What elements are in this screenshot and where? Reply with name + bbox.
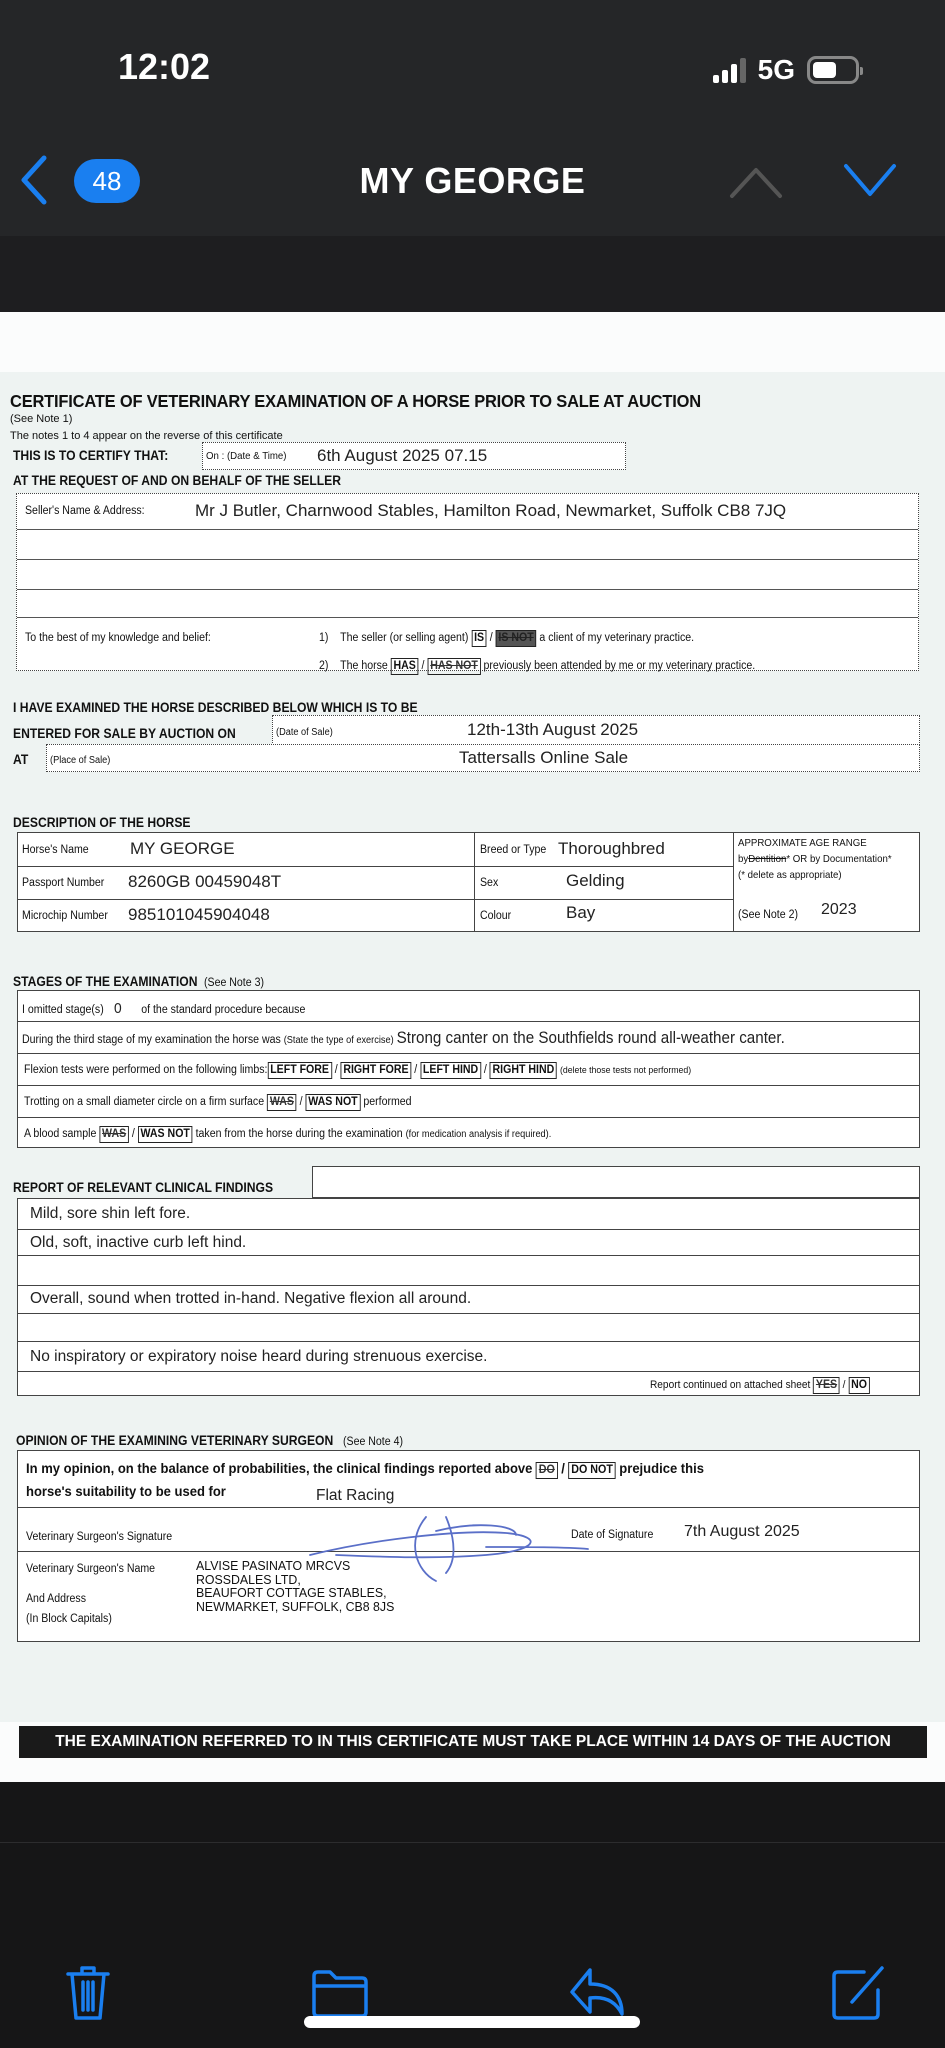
request-heading: AT THE REQUEST OF AND ON BEHALF OF THE SELLER: [13, 473, 342, 488]
option-has: HAS: [391, 658, 419, 675]
opinion-text: In my opinion, on the balance of probabilities, the clinical findings reported above DO / DO NOT prejudice this: [26, 1460, 704, 1479]
seller-box: Seller's Name & Address: Mr J Butler, Charnwood Stables, Hamilton Road, Newmarket, Suffolk CB8 7JQ To the best of my knowledge and belief: 1) The seller (or selling agent) IS / IS NOT a client of my veterinary practice. 2) The horse HAS / HAS NOT previously been attended by me or my veterinary practice.: [16, 493, 919, 671]
bottom-toolbar: [0, 1782, 945, 2048]
next-message-icon[interactable]: [842, 162, 898, 200]
sex-value: Gelding: [566, 871, 625, 890]
compose-icon[interactable]: [830, 1962, 890, 2022]
findings-heading: REPORT OF RELEVANT CLINICAL FINDINGS: [13, 1180, 274, 1195]
battery-icon: [807, 56, 859, 84]
findings-table: [17, 1198, 920, 1396]
opinion-use-value: Flat Racing: [316, 1487, 395, 1504]
option-has-not-deleted: HAS NOT: [427, 658, 480, 675]
home-indicator[interactable]: [304, 2016, 640, 2028]
place-of-sale-value: Tattersalls Online Sale: [459, 748, 629, 767]
trotting-row: Trotting on a small diameter circle on a firm surface WAS / WAS NOT performed: [24, 1094, 412, 1111]
status-indicators: [713, 54, 859, 86]
examined-heading: I HAVE EXAMINED THE HORSE DESCRIBED BELOW WHICH IS TO BE: [13, 700, 418, 715]
knowledge-item-2: 2) The horse HAS / HAS NOT previously been attended by me or my veterinary practice.: [319, 658, 755, 675]
certify-label: THIS IS TO CERTIFY THAT:: [13, 448, 169, 463]
entered-label: ENTERED FOR SALE BY AUCTION ON: [13, 726, 236, 741]
option-is: IS: [471, 630, 487, 647]
colour-value: Bay: [566, 903, 596, 922]
status-time: 12:02: [118, 46, 211, 87]
warning-banner: THE EXAMINATION REFERRED TO IN THIS CERTIFICATE MUST TAKE PLACE WITHIN 14 DAYS OF THE AUCTION: [19, 1726, 927, 1758]
date-of-signature-value: 7th August 2025: [684, 1523, 800, 1540]
passport-value: 8260GB 00459048T: [128, 872, 282, 891]
previous-message-icon[interactable]: [728, 162, 784, 200]
opinion-heading: OPINION OF THE EXAMINING VETERINARY SURGEON (See Note 4): [16, 1433, 403, 1448]
place-of-sale-field: (Place of Sale) Tattersalls Online Sale: [46, 744, 920, 772]
stages-heading: STAGES OF THE EXAMINATION (See Note 3): [13, 974, 265, 989]
third-stage-value: Strong canter on the Southfields round all-weather canter.: [396, 1029, 785, 1047]
seller-value: Mr J Butler, Charnwood Stables, Hamilton Road, Newmarket, Suffolk CB8 7JQ: [195, 501, 787, 520]
horse-name-value: MY GEORGE: [130, 839, 235, 858]
continued-row: Report continued on attached sheet YES / NO: [650, 1377, 870, 1394]
see-note-1: (See Note 1): [10, 413, 73, 425]
finding-6: No inspiratory or expiratory noise heard during strenuous exercise.: [30, 1348, 488, 1365]
finding-4: Overall, sound when trotted in-hand. Negative flexion all around.: [30, 1290, 472, 1307]
omitted-stages-row: I omitted stage(s) 0 of the standard procedure because: [22, 1000, 306, 1017]
signature-mark: [306, 1511, 596, 1591]
notes-line: The notes 1 to 4 appear on the reverse of this certificate: [10, 430, 283, 442]
third-stage-row: During the third stage of my examination the horse was (State the type of exercise) Strong canter on the Southfields round all-weather canter.: [22, 1029, 785, 1047]
nav-title: MY GEORGE: [359, 160, 586, 201]
certificate-title: CERTIFICATE OF VETERINARY EXAMINATION OF A HORSE PRIOR TO SALE AT AUCTION: [10, 391, 701, 411]
description-heading: DESCRIPTION OF THE HORSE: [13, 815, 191, 830]
breed-value: Thoroughbred: [558, 839, 665, 858]
at-label: AT: [13, 752, 29, 767]
knowledge-item-1: 1) The seller (or selling agent) IS / IS NOT a client of my veterinary practice.: [319, 630, 694, 647]
opinion-table: In my opinion, on the balance of probabilities, the clinical findings reported above DO / DO NOT prejudice this horse's suitability to be used for Flat Racing Veterinary Surgeon's Signature Date of Signature 7th August 2025 Veterinary Surgeon's Name And Address (In Block Capitals) ALVISE PASINATO MRCVS ROSSDALES LTD, BEAUFORT COTTAGE STABLES, NEWMARKET, SUFFOLK, CB8 8JS: [17, 1450, 920, 1642]
finding-1: Mild, sore shin left fore.: [30, 1205, 191, 1222]
option-is-not-deleted: IS NOT: [496, 630, 537, 647]
microchip-value: 985101045904048: [128, 905, 270, 924]
blood-sample-row: A blood sample WAS / WAS NOT taken from the horse during the examination (for medication analysis if required).: [24, 1126, 551, 1143]
horse-description-table: Horse's Name MY GEORGE Passport Number 8260GB 00459048T Microchip Number 985101045904048 Breed or Type Thoroughbred Sex Gelding Colour Bay APPROXIMATE AGE RANGE byDentition* OR by Documentation* (* delete as appropriate) (See Note 2) 2023: [17, 832, 920, 932]
signal-icon: [713, 57, 746, 83]
certify-date-value: 6th August 2025 07.15: [317, 446, 488, 465]
date-of-sale-value: 12th-13th August 2025: [467, 720, 639, 739]
stages-table: [17, 990, 920, 1148]
certify-date-field: On : (Date & Time) 6th August 2025 07.15: [202, 442, 626, 470]
top-bar: [0, 0, 945, 236]
certificate-page: [0, 372, 945, 1750]
folder-icon[interactable]: [310, 1962, 370, 2022]
findings-header-box: [312, 1166, 920, 1198]
attachment-viewer[interactable]: [0, 312, 945, 1782]
trash-icon[interactable]: [58, 1962, 118, 2022]
back-count-badge[interactable]: 48: [74, 159, 140, 203]
nav-bar: [0, 140, 945, 220]
reply-icon[interactable]: [568, 1962, 628, 2022]
flexion-row: Flexion tests were performed on the following limbs: LEFT FORE / RIGHT FORE / LEFT HIND / RIGHT HIND (delete those tests not performed): [24, 1062, 691, 1079]
age-value: 2023: [821, 901, 857, 918]
date-of-sale-field: (Date of Sale) 12th-13th August 2025: [272, 715, 920, 745]
vet-name-address: ALVISE PASINATO MRCVS ROSSDALES LTD, BEAUFORT COTTAGE STABLES, NEWMARKET, SUFFOLK, CB8 8JS: [196, 1558, 395, 1614]
network-type: 5G: [757, 54, 795, 85]
knowledge-label: To the best of my knowledge and belief:: [25, 632, 211, 644]
finding-2: Old, soft, inactive curb left hind.: [30, 1234, 247, 1251]
attachment-header-strip: [0, 236, 945, 312]
